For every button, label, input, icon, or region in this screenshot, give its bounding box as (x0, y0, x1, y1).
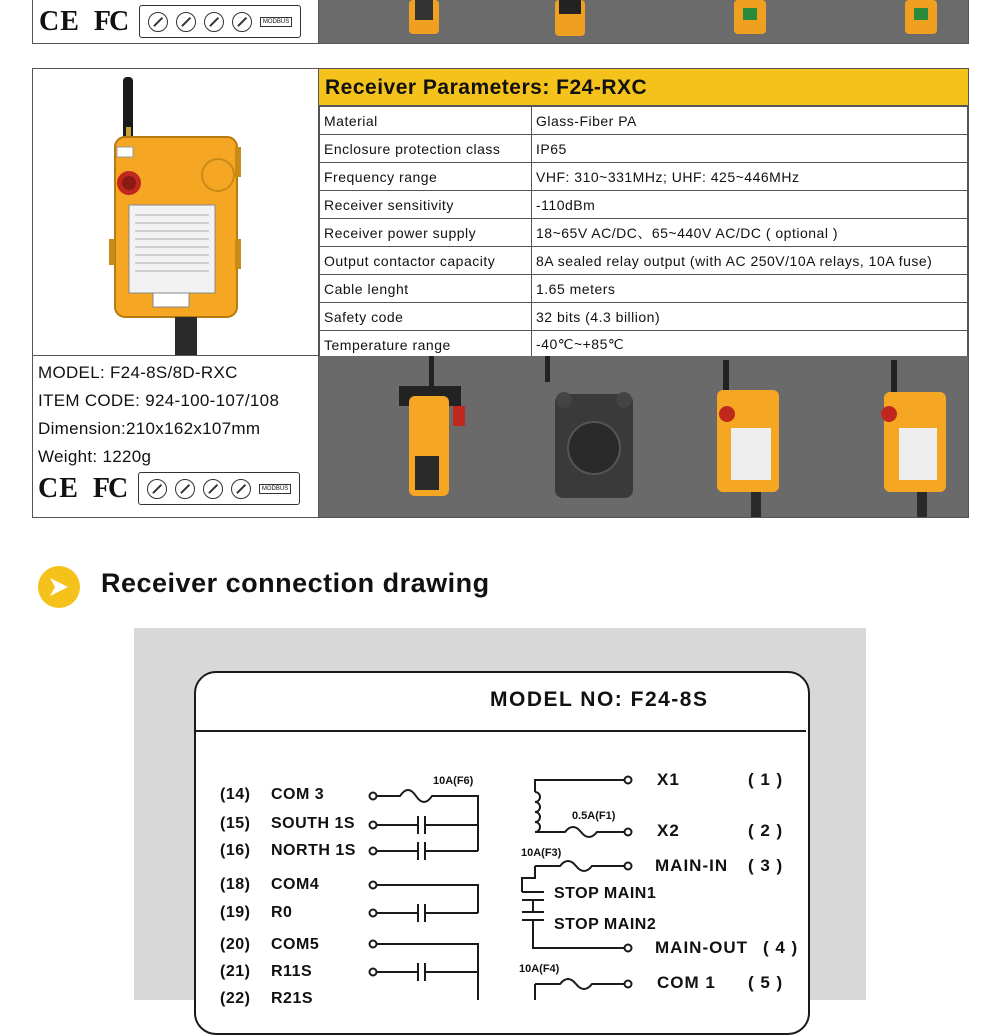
terminal-num: ( 5 ) (748, 973, 784, 992)
spec-value: -110dBm (532, 191, 968, 219)
spec-value: VHF: 310~331MHz; UHF: 425~446MHz (532, 163, 968, 191)
terminal-num: (22) (220, 990, 251, 1007)
terminal-label: X1 (657, 770, 680, 789)
section-title: Receiver connection drawing (101, 568, 490, 598)
terminal-label: MAIN-OUT (655, 938, 748, 957)
terminal-num: ( 3 ) (748, 856, 784, 875)
modbus-label: MODBUS (260, 17, 292, 27)
fuse-label: 10A(F4) (519, 963, 560, 975)
spec-value: 8A sealed relay output (with AC 250V/10A relays, 10A fuse) (532, 247, 968, 275)
terminal-label: SOUTH 1S (271, 815, 356, 832)
terminal-num: ( 4 ) (763, 938, 799, 957)
spec-value: 32 bits (4.3 billion) (532, 303, 968, 331)
stop-main-label: STOP MAIN1 (554, 885, 657, 902)
model-text: MODEL: F24-8S/8D-RXC (38, 363, 238, 382)
terminal-label: X2 (657, 821, 680, 840)
spec-label: Safety code (320, 303, 532, 331)
spec-label: Material (320, 107, 532, 135)
terminal-label: COM 1 (657, 973, 716, 992)
terminal-label: COM 3 (271, 786, 325, 803)
terminal-num: (21) (220, 963, 251, 980)
spec-value: -40℃~+85℃ (532, 331, 968, 359)
spec-label: Temperature range (320, 331, 532, 359)
terminal-label: NORTH 1S (271, 842, 356, 859)
ce-mark: CE (39, 5, 80, 37)
terminal-num: (20) (220, 936, 251, 953)
terminal-label: COM4 (271, 876, 320, 893)
ce-mark: CE (38, 472, 79, 504)
terminal-num: (16) (220, 842, 251, 859)
spec-value: Glass-Fiber PA (532, 107, 968, 135)
spec-value: IP65 (532, 135, 968, 163)
fc-mark: FC (93, 5, 128, 37)
spec-label: Enclosure protection class (320, 135, 532, 163)
terminal-num: (19) (220, 904, 251, 921)
terminal-num: ( 2 ) (748, 821, 784, 840)
drawing-model-number: MODEL NO: F24-8S (490, 688, 709, 711)
stop-main-label: STOP MAIN2 (554, 916, 657, 933)
fc-mark: FC (92, 472, 127, 504)
spec-label: Receiver power supply (320, 219, 532, 247)
terminal-label: MAIN-IN (655, 856, 729, 875)
terminal-num: ( 1 ) (748, 770, 784, 789)
spec-value: 18~65V AC/DC、65~440V AC/DC ( optional ) (532, 219, 968, 247)
spec-value: 1.65 meters (532, 275, 968, 303)
item-code-text: ITEM CODE: 924-100-107/108 (38, 391, 280, 410)
spec-table-title: Receiver Parameters: F24-RXC (319, 69, 968, 106)
terminal-num: (18) (220, 876, 251, 893)
modbus-label: MODBUS (259, 484, 291, 494)
fuse-label: 0.5A(F1) (572, 810, 616, 822)
spec-label: Cable lenght (320, 275, 532, 303)
spec-label: Frequency range (320, 163, 532, 191)
terminal-label: R11S (271, 963, 313, 980)
spec-label: Output contactor capacity (320, 247, 532, 275)
terminal-num: (15) (220, 815, 251, 832)
fuse-label: 10A(F6) (433, 775, 474, 787)
terminal-label: R0 (271, 904, 293, 921)
weight-text: Weight: 1220g (38, 447, 152, 466)
terminal-label: R21S (271, 990, 314, 1007)
dimension-text: Dimension:210x162x107mm (38, 419, 261, 438)
fuse-label: 10A(F3) (521, 847, 562, 859)
terminal-label: COM5 (271, 936, 320, 953)
spec-label: Receiver sensitivity (320, 191, 532, 219)
terminal-num: (14) (220, 786, 251, 803)
